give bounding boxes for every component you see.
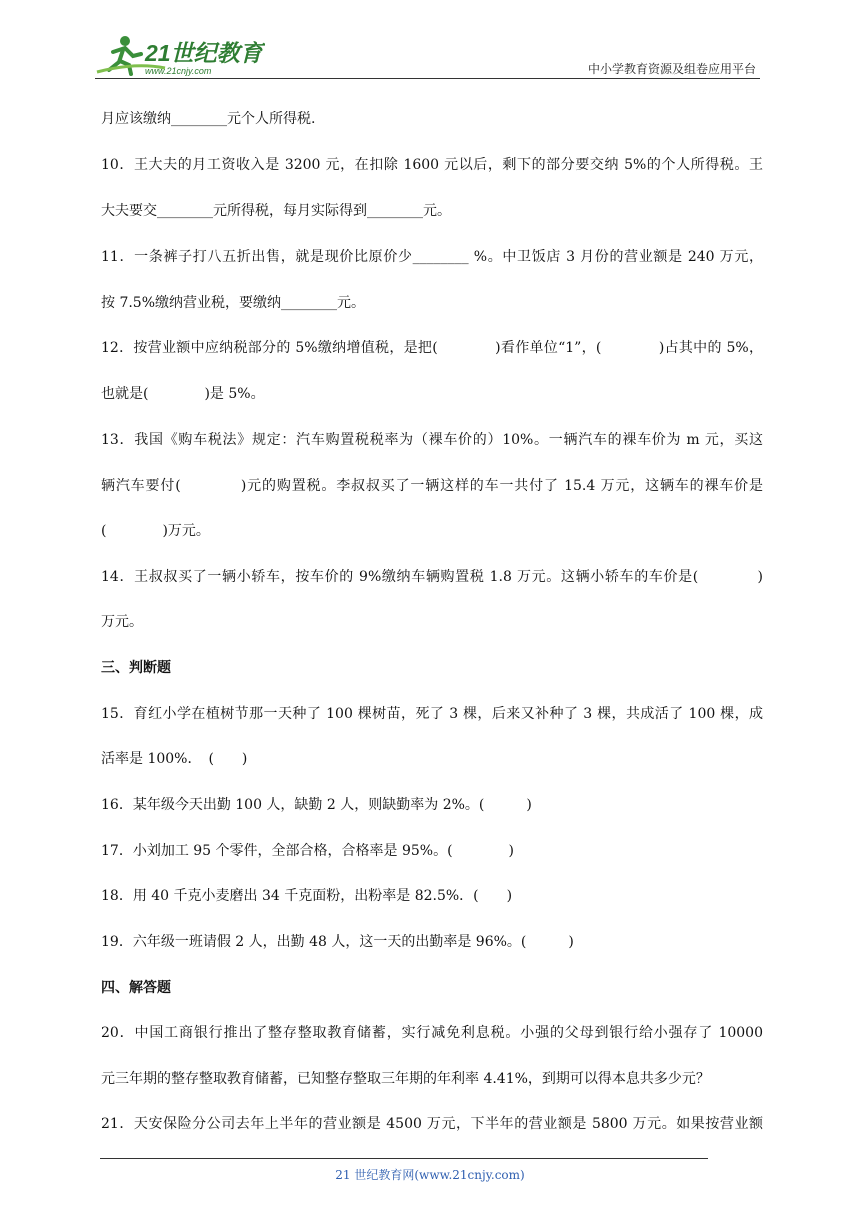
question-16: 16．某年级今天出勤 100 人，缺勤 2 人，则缺勤率为 2%。( ) bbox=[101, 797, 532, 813]
question-17: 17．小刘加工 95 个零件，全部合格，合格率是 95%。( ) bbox=[101, 843, 515, 859]
question-21: 21．天安保险分公司去年上半年的营业额是 4500 万元，下半年的营业额是 5800 万元。如果按营业额 bbox=[101, 1116, 763, 1132]
text-line: 月应该缴纳________元个人所得税. bbox=[101, 111, 316, 127]
text-line: 活率是 100%． ( ) bbox=[101, 751, 248, 767]
question-20: 20．中国工商银行推出了整存整取教育储蓄，实行减免利息税。小强的父母到银行给小强存了 10000 bbox=[101, 1025, 763, 1041]
text-line: 元三年期的整存整取教育储蓄，已知整存整取三年期的年利率 4.41%，到期可以得本息共多少元？ bbox=[101, 1071, 710, 1087]
section-heading-answer: 四、解答题 bbox=[101, 980, 171, 996]
question-19: 19．六年级一班请假 2 人，出勤 48 人，这一天的出勤率是 96%。( ) bbox=[101, 934, 574, 950]
question-15: 15．育红小学在植树节那一天种了 100 棵树苗，死了 3 棵，后来又补种了 3 棵，共成活了 100 棵，成 bbox=[101, 706, 763, 722]
section-heading-judgment: 三、判断题 bbox=[101, 660, 171, 676]
text-line: 也就是( )是 5%。 bbox=[101, 386, 265, 402]
svg-text:21世纪教育: 21世纪教育 bbox=[145, 40, 263, 66]
question-12: 12．按营业额中应纳税部分的 5%缴纳增值税，是把( )看作单位“1”，( )占其中的 5%， bbox=[101, 340, 763, 356]
footer-link[interactable]: 21 世纪教育网(www.21cnjy.com) bbox=[335, 1168, 525, 1182]
question-18: 18．用 40 千克小麦磨出 34 千克面粉，出粉率是 82.5%．( ) bbox=[101, 888, 513, 904]
text-line: 按 7.5%缴纳营业税，要缴纳________元。 bbox=[101, 295, 366, 311]
text-line: ( )万元。 bbox=[101, 523, 210, 539]
site-logo bbox=[95, 32, 265, 78]
svg-text:www.21cnjy.com: www.21cnjy.com bbox=[145, 66, 212, 76]
question-14: 14．王叔叔买了一辆小轿车，按车价的 9%缴纳车辆购置税 1.8 万元。这辆小轿车的车价是( ) bbox=[101, 569, 763, 585]
platform-label: 中小学教育资源及组卷应用平台 bbox=[587, 62, 756, 76]
text-line: 大夫要交________元所得税，每月实际得到________元。 bbox=[101, 203, 451, 219]
footer-divider bbox=[100, 1158, 708, 1159]
page-header bbox=[95, 30, 760, 80]
question-13: 13．我国《购车税法》规定：汽车购置税税率为（裸车价的）10%。一辆汽车的裸车价为 m 元，买这 bbox=[101, 432, 763, 448]
text-line: 辆汽车要付( )元的购置税。李叔叔买了一辆这样的车一共付了 15.4 万元，这辆车的裸车价是 bbox=[101, 478, 763, 494]
question-11: 11．一条裤子打八五折出售，就是现价比原价少________ %。中卫饭店 3 月份的营业额是 240 万元， bbox=[101, 249, 763, 265]
text-line: 万元。 bbox=[101, 614, 143, 630]
header-divider bbox=[95, 78, 760, 79]
question-10: 10．王大夫的月工资收入是 3200 元，在扣除 1600 元以后，剩下的部分要交纳 5%的个人所得税。王 bbox=[101, 157, 763, 173]
